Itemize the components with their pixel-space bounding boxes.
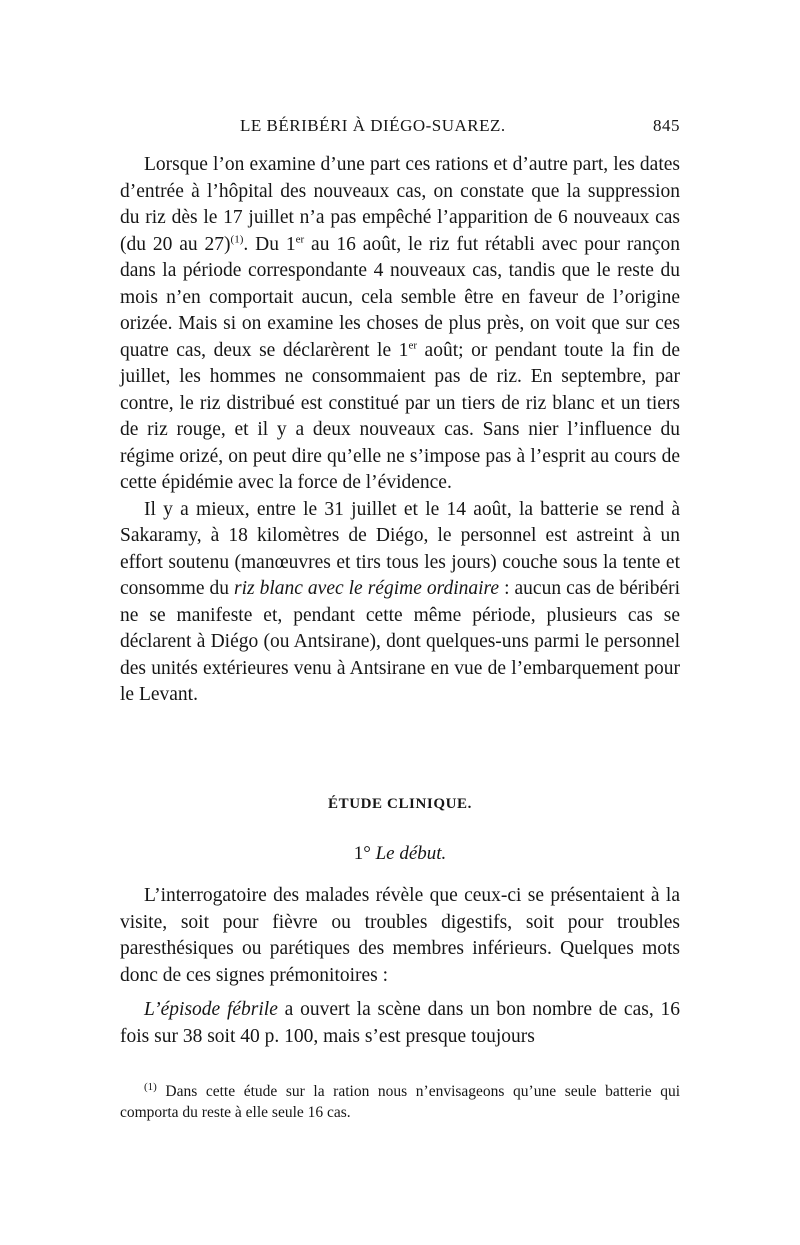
- running-head: [120, 116, 680, 140]
- footnote: [120, 1081, 680, 1123]
- paragraph: Lorsque l’on examine d’une part ces rations et d’autre part, les dates d’entrée à l’hôpital des nouveaux cas, on constate que la suppression du riz dès le 17 juillet n’a pas empêché l’apparition de 6 nouveaux cas (du 20 au 27)$^{(1)}$. Du 1er au 16 août, le riz fut rétabli avec pour rançon dans la période correspondante 4 nouveaux cas, tandis que le reste du mois n’en comportait aucun, cela semble être en faveur de l’origine orizée. Mais si on examine les choses de plus près, on voit que sur ces quatre cas, deux se déclarèrent le 1er août; or pendant toute la fin de juillet, les hommes ne consommaient pas de riz. En septembre, par contre, le riz distribué est constitué par un tiers de riz blanc et un tiers de riz rouge, et il y a deux nouveaux cas. Sans nier l’influence du régime orizé, on peut dire qu’elle ne s’impose pas à l’esprit au cours de cette épidémie avec la force de l’évidence.: [120, 154, 680, 493]
- paragraph: L’épisode fébrile a ouvert la scène dans un bon nombre de cas, 16 fois sur 38 soit 40 p. 100, mais s’est presque toujours: [120, 999, 680, 1047]
- subsection-number: 1°: [353, 843, 371, 864]
- section-heading: ÉTUDE CLINIQUE.: [327, 796, 473, 812]
- subsection-title: Le début.: [375, 843, 447, 864]
- footnote-text: Dans cette étude sur la ration nous n’envisageons qu’une seule batterie qui comporta du reste à elle seule 16 cas.: [120, 1083, 680, 1121]
- running-title: LE BÉRIBÉRI À DIÉGO-SUAREZ.: [240, 116, 506, 135]
- footnote-marker: (1): [144, 1080, 157, 1093]
- body-text-continued: [120, 883, 680, 1058]
- subsection-heading: [120, 843, 680, 865]
- page-number: 845: [653, 116, 680, 135]
- paragraph: Il y a mieux, entre le 31 juillet et le 14 août, la batterie se rend à Sakaramy, à 18 kilomètres de Diégo, le personnel est astreint à un effort soutenu (manœuvres et tirs tous les jours) couche sous la tente et consomme du riz blanc avec le régime ordinaire : aucun cas de béribéri ne se manifeste et, pendant cette même période, plusieurs cas se déclarent à Diégo (ou Antsirane), dont quelques-uns parmi le personnel des unités extérieures venu à Antsirane en vue de l’embarquement pour le Levant.: [120, 498, 681, 705]
- body-text: [120, 152, 680, 709]
- paragraph: L’interrogatoire des malades révèle que ceux-ci se présentaient à la visite, soit pour fièvre ou troubles digestifs, soit pour troubles paresthésiques ou parétiques des membres inférieurs. Quelques mots donc de ces signes prémonitoires :: [120, 885, 680, 986]
- footnote-reference[interactable]: (1): [230, 233, 244, 245]
